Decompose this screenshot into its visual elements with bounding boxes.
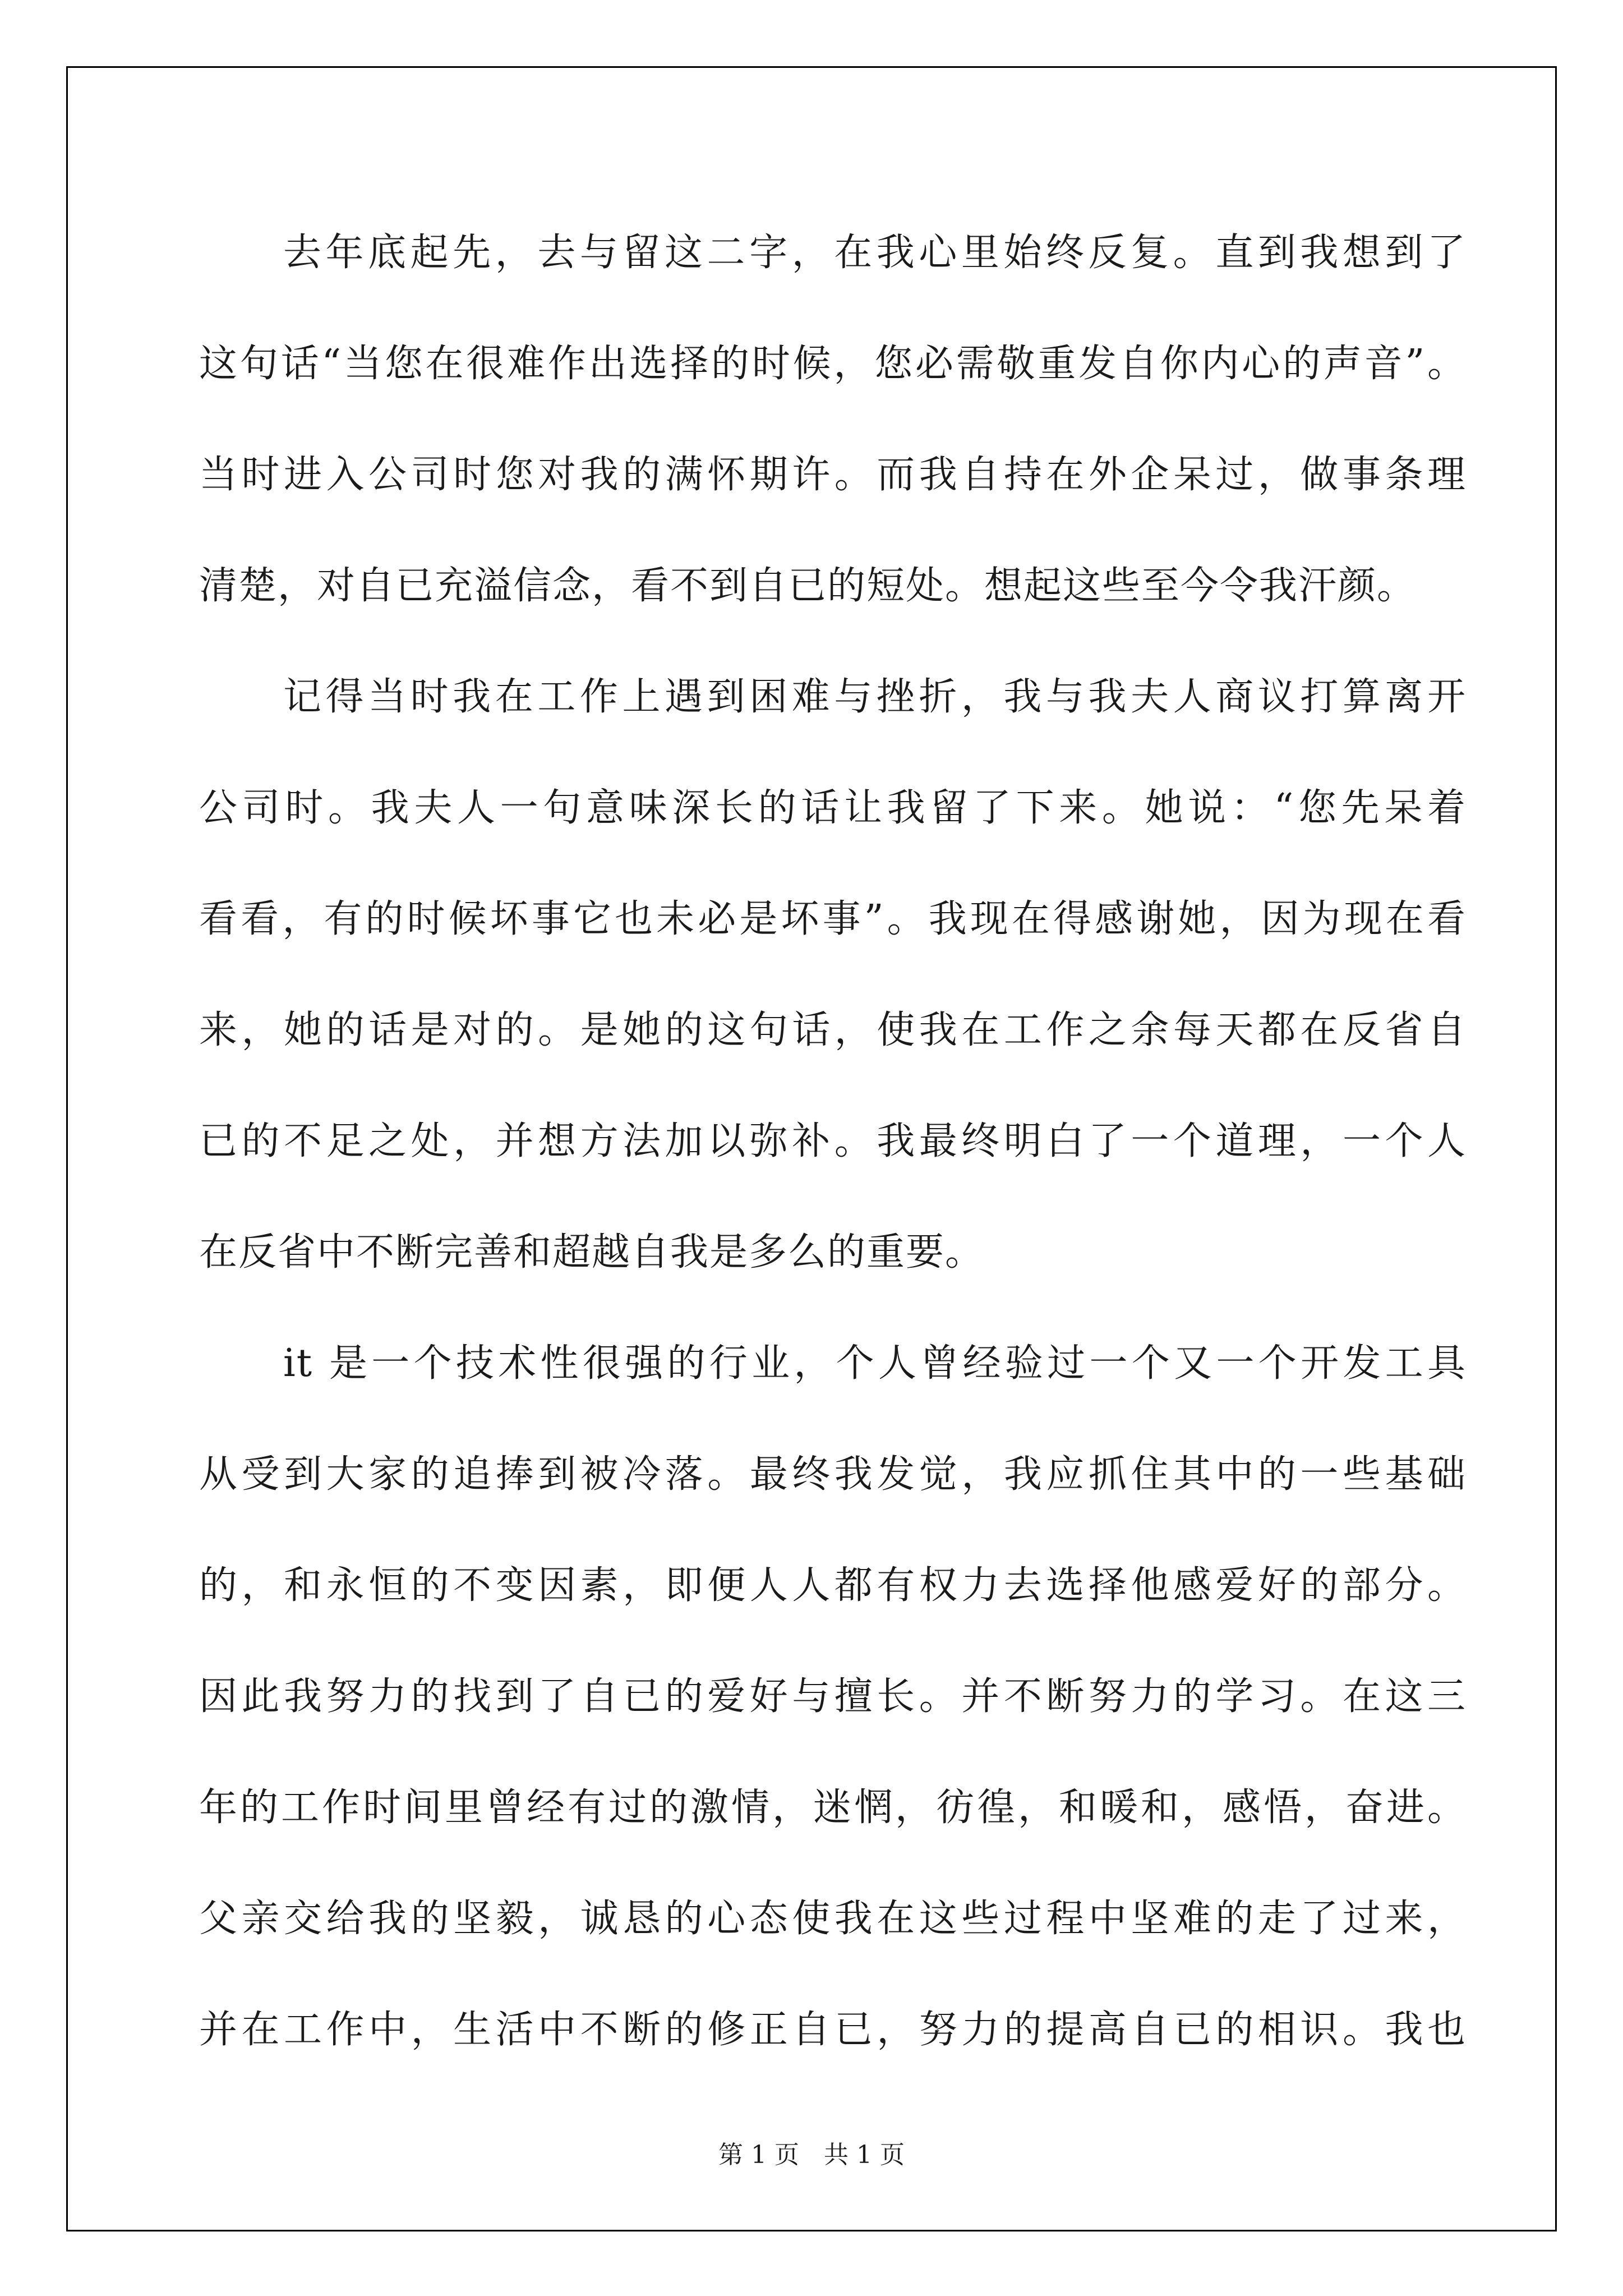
paragraph-3-line-2: 从受到大家的追捧到被冷落。最终我发觉，我应抓住其中的一些基础 [199,1452,1467,1497]
paragraph-2-line-2: 公司时。我夫人一句意味深长的话让我留了下来。她说：“您先呆着 [199,786,1467,830]
paragraph-3-line-6: 父亲交给我的坚毅，诚恳的心态使我在这些过程中坚难的走了过来， [199,1897,1467,1941]
paragraph-3-line-4: 因此我努力的找到了自已的爱好与擅长。并不断努力的学习。在这三 [199,1674,1467,1719]
page-number-footer: 第 1 页 共 1 页 [718,2141,905,2169]
paragraph-3-line-5: 年的工作时间里曾经有过的激情，迷惘，彷徨，和暖和，感悟，奋进。 [199,1786,1467,1830]
document-body [199,197,1467,2086]
paragraph-3-line-1: it 是一个技术性很强的行业，个人曾经验过一个又一个开发工具 [283,1341,1467,1386]
paragraph-1-line-1: 去年底起先，去与留这二字，在我心里始终反复。直到我想到了 [283,231,1467,275]
paragraph-3-line-3: 的，和永恒的不变因素，即便人人都有权力去选择他感爱好的部分。 [199,1563,1467,1608]
paragraph-1-line-4: 清楚，对自已充溢信念，看不到自已的短处。想起这些至今令我汗颜。 [199,564,1417,608]
paragraph-3-line-7: 并在工作中，生活中不断的修正自已，努力的提高自已的相识。我也 [199,2008,1467,2052]
paragraph-2-line-1: 记得当时我在工作上遇到困难与挫折，我与我夫人商议打算离开 [283,675,1467,719]
paragraph-2-line-3: 看看，有的时候坏事它也未必是坏事”。我现在得感谢她，因为现在看 [199,897,1467,941]
paragraph-2-line-6: 在反省中不断完善和超越自我是多么的重要。 [199,1230,985,1274]
paragraph-1-line-2: 这句话“当您在很难作出选择的时候，您必需敬重发自你内心的声音”。 [199,342,1467,386]
paragraph-2-line-5: 已的不足之处，并想方法加以弥补。我最终明白了一个道理，一个人 [199,1119,1467,1163]
paragraph-2-line-4: 来，她的话是对的。是她的这句话，使我在工作之余每天都在反省自 [199,1008,1467,1052]
paragraph-1-line-3: 当时进入公司时您对我的满怀期许。而我自持在外企呆过，做事条理 [199,453,1467,497]
